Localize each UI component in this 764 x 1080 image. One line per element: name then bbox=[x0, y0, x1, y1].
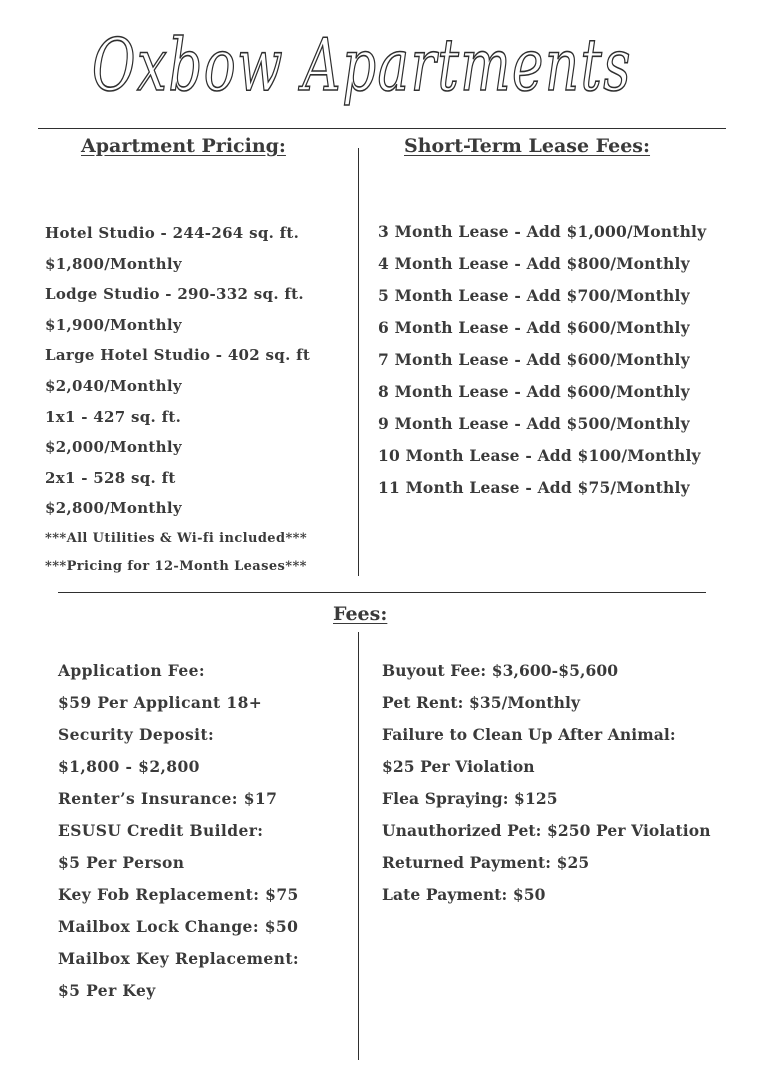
pricing-line: Hotel Studio - 244-264 sq. ft. bbox=[45, 224, 300, 242]
pricing-line: $1,800/Monthly bbox=[45, 254, 182, 273]
document-title bbox=[0, 18, 764, 123]
fee-line: $1,800 - $2,800 bbox=[58, 757, 200, 776]
lease-fee-line: 9 Month Lease - Add $500/Monthly bbox=[378, 414, 690, 433]
fee-line: $5 Per Key bbox=[58, 981, 156, 1000]
utilities-note: ***All Utilities & Wi-fi included*** bbox=[45, 530, 308, 546]
lease-fee-line: 4 Month Lease - Add $800/Monthly bbox=[378, 254, 690, 273]
pricing-line: $2,800/Monthly bbox=[45, 499, 182, 518]
lower-column-divider bbox=[358, 632, 359, 1060]
lease-term-note: ***Pricing for 12-Month Leases*** bbox=[45, 559, 307, 575]
lease-fee-line: 8 Month Lease - Add $600/Monthly bbox=[378, 382, 690, 401]
lease-fee-line: 3 Month Lease - Add $1,000/Monthly bbox=[378, 222, 707, 241]
pricing-line: 2x1 - 528 sq. ft bbox=[45, 468, 176, 487]
fee-line: Returned Payment: $25 bbox=[382, 853, 590, 872]
pricing-line: 1x1 - 427 sq. ft. bbox=[45, 407, 182, 426]
fee-line: Flea Spraying: $125 bbox=[382, 789, 558, 808]
apartment-pricing-heading: Apartment Pricing: bbox=[81, 135, 286, 157]
fees-heading: Fees: bbox=[333, 603, 388, 625]
fees-left-list bbox=[58, 660, 299, 1012]
fee-line: Buyout Fee: $3,600-$5,600 bbox=[382, 661, 619, 680]
top-divider bbox=[38, 128, 726, 129]
fee-line: Late Payment: $50 bbox=[382, 885, 546, 904]
title-text: Oxbow Apartments bbox=[92, 23, 632, 107]
fee-line: Key Fob Replacement: $75 bbox=[58, 885, 299, 904]
title-script bbox=[0, 18, 764, 123]
fee-line: Pet Rent: $35/Monthly bbox=[382, 693, 581, 712]
pricing-line: $2,000/Monthly bbox=[45, 438, 182, 457]
fee-line: ESUSU Credit Builder: bbox=[58, 821, 264, 840]
lease-fee-line: 11 Month Lease - Add $75/Monthly bbox=[378, 478, 690, 497]
upper-column-divider bbox=[358, 148, 359, 576]
fee-line: Failure to Clean Up After Animal: bbox=[382, 725, 676, 744]
lease-fee-line: 6 Month Lease - Add $600/Monthly bbox=[378, 318, 690, 337]
fee-line: $5 Per Person bbox=[58, 853, 185, 872]
pricing-line: $1,900/Monthly bbox=[45, 315, 182, 334]
fee-line: Application Fee: bbox=[58, 661, 206, 680]
pricing-line: Large Hotel Studio - 402 sq. ft bbox=[45, 346, 311, 365]
fee-line: $25 Per Violation bbox=[382, 757, 535, 776]
pricing-line: Lodge Studio - 290-332 sq. ft. bbox=[45, 285, 304, 304]
fee-line: Unauthorized Pet: $250 Per Violation bbox=[382, 821, 711, 840]
lease-fee-line: 5 Month Lease - Add $700/Monthly bbox=[378, 286, 690, 305]
middle-divider bbox=[58, 592, 706, 593]
apartment-pricing-list bbox=[45, 222, 310, 585]
fee-line: Security Deposit: bbox=[58, 725, 215, 744]
lease-fee-line: 7 Month Lease - Add $600/Monthly bbox=[378, 350, 690, 369]
fee-line: Mailbox Key Replacement: bbox=[58, 949, 300, 968]
lease-fee-line: 10 Month Lease - Add $100/Monthly bbox=[378, 446, 701, 465]
short-term-lease-list bbox=[378, 221, 706, 509]
fees-right-list bbox=[382, 660, 711, 916]
fee-line: Mailbox Lock Change: $50 bbox=[58, 917, 299, 936]
fee-line: Renter’s Insurance: $17 bbox=[58, 789, 278, 808]
fee-line: $59 Per Applicant 18+ bbox=[58, 693, 263, 712]
pricing-line: $2,040/Monthly bbox=[45, 376, 182, 395]
short-term-lease-fees-heading: Short-Term Lease Fees: bbox=[404, 135, 651, 157]
